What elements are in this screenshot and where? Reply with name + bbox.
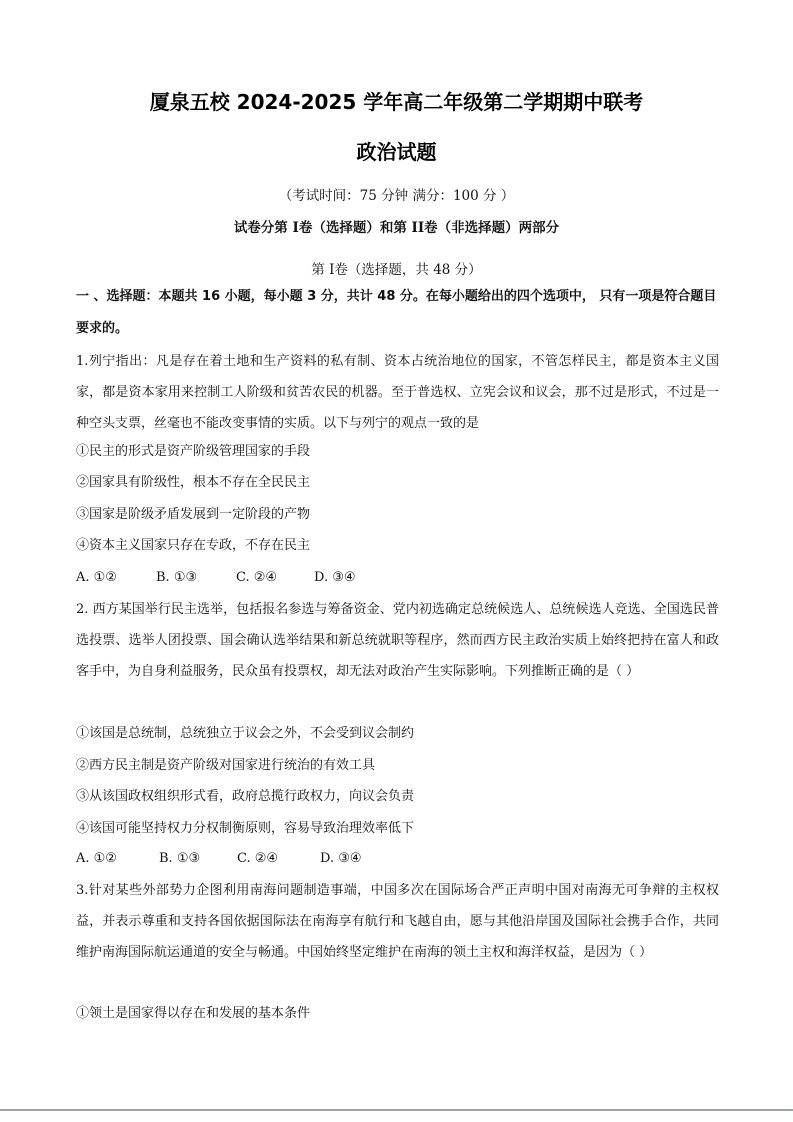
question-1-option-a[interactable]: A. ①② [76,570,117,585]
question-3-stem: 3.针对某些外部势力企图利用南海问题制造事端，中国多次在国际场合严正声明中国对南海无可争辩的主权权益，并表示尊重和支持各国依据国际法在南海享有航行和飞越自由，愿与其他沿岸国及国际社会携手合作，共同维护南海国际航运通道的安全与畅通。中国始终坚定维护在南海的领土主权和海洋权益，是因为（ ） [76,883,719,960]
exam-main-title: 厦泉五校 2024-2025 学年高二年级第二学期期中联考 [149,90,644,114]
question-1-statement-1: ①民主的形式是资产阶级管理国家的手段 [76,444,311,459]
question-1-option-b[interactable]: B. ①③ [156,570,198,585]
question-1-stem: 1.列宁指出：凡是存在着土地和生产资料的私有制、资本占统治地位的国家，不管怎样民主，都是资本主义国家，都是资本家用来控制工人阶级和贫苦农民的机器。至于普选权、立宪会议和议会，那不过是形式，不过是一种空头支票，丝毫也不能改变事情的实质。以下与列宁的观点一致的是 [76,354,719,431]
question-1-statement-3: ③国家是阶级矛盾发展到一定阶段的产物 [76,507,311,522]
question-3-statement-1: ①领土是国家得以存在和发展的基本条件 [76,1006,311,1021]
question-2-option-c[interactable]: C. ②④ [237,851,279,866]
question-2-option-d[interactable]: D. ③④ [320,851,362,866]
question-1-statement-4: ④资本主义国家只存在专政，不存在民主 [76,538,311,553]
question-1-option-d[interactable]: D. ③④ [314,570,356,585]
question-1-option-c[interactable]: C. ②④ [236,570,278,585]
question-2-statement-1: ①该国是总统制，总统独立于议会之外，不会受到议会制约 [76,726,415,741]
exam-time-score-info: （考试时间：75 分钟 满分：100 分 ） [278,188,515,204]
question-2-option-b[interactable]: B. ①③ [159,851,201,866]
question-2-option-a[interactable]: A. ①② [76,851,117,866]
question-2-stem: 2. 西方某国举行民主选举，包括报名参选与筹备资金、党内初选确定总统候选人、总统候选人竞选、全国选民普选投票、选举人团投票、国会确认选举结果和新总统就职等程序，然而西方民主政治实质上始终把持在富人和政客手中，为自身利益服务，民众虽有投票权，却无法对政治产生实际影响。下列推断正确的是（ ） [76,602,719,679]
question-2-statement-2: ②西方民主制是资产阶级对国家进行统治的有效工具 [76,758,376,773]
paper-structure-note: 试卷分第 I卷（选择题）和第 II卷（非选择题）两部分 [233,220,560,236]
volume-one-header: 第 I卷（选择题，共 48 分） [311,262,482,278]
question-2-statement-3: ③从该国政权组织形式看，政府总揽行政权力，向议会负责 [76,789,415,804]
subject-title: 政治试题 [356,140,437,164]
question-2-statement-4: ④该国可能坚持权力分权制衡原则，容易导致治理效率低下 [76,821,415,836]
question-1-statement-2: ②国家具有阶级性，根本不存在全民民主 [76,475,311,490]
page-bottom-divider [0,1109,793,1111]
section-instruction: 一 、选择题：本题共 16 小题，每小题 3 分，共计 48 分。在每小题给出的四个选项中， 只有一项是符合题目要求的。 [76,289,717,336]
question-2-options [76,848,362,870]
question-1-options [76,567,356,589]
